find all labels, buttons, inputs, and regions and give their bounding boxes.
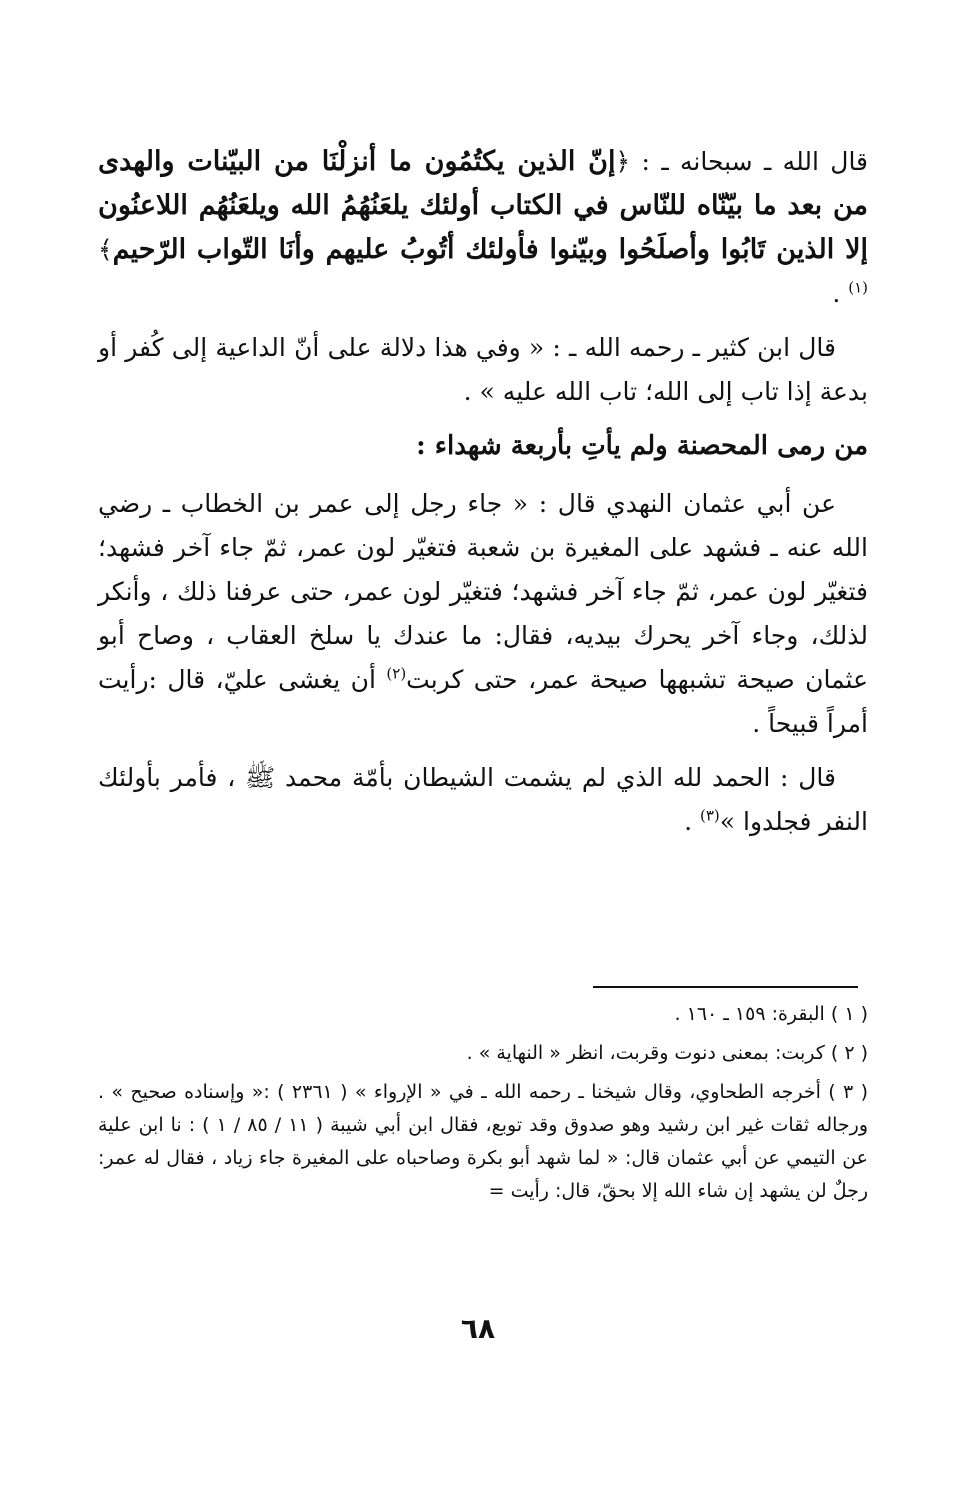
verse-open-bracket: ﴿ [615, 147, 631, 176]
verse-paragraph [98, 140, 868, 316]
narration-text: عن أبي عثمان النهدي قال : « جاء رجل إلى عمر بن الخطاب ـ رضي الله عنه ـ فشهد على المغيرة بن شعبة فتغيّر لون عمر، ثمّ جاء آخر فشهد؛ فتغيّر لون عمر، ثمّ جاء آخر فشهد؛ فتغيّر لون عمر، حتى عرفنا ذلك ، وأنكر لذلك، وجاء آخر يحرك بيديه، فقال: ما عندك يا سلخ العقاب ، وصاح أبو عثمان صيحة تشبهها صيحة عمر، حتى كربت [98, 489, 868, 694]
footnote-3: ( ٣ ) أخرجه الطحاوي، وقال شيخنا ـ رحمه الله ـ في « الإرواء » ( ٢٣٦١ ) :« وإسناده صحيح » . ورجاله ثقات غير ابن رشيد وهو صدوق وقد توبع، فقال ابن أبي شيبة ( ١١ / ٨٥ / ١ ) : نا ابن علية عن التيمي عن أبي عثمان قال: « لما شهد أبو بكرة وصاحباه على المغيرة جاء زياد ، فقال له عمر: رجلٌ لن يشهد إن شاء الله إلا بحقّ، قال: رأيت = [98, 1081, 869, 1202]
footnote-ref-3: (٣) [699, 806, 720, 825]
footnote-2: ( ٢ ) كربت: بمعنى دنوت وقربت، انظر « النهاية » . [466, 1042, 868, 1064]
footnote-ref-1: (١) [848, 278, 868, 297]
closing-end: . [684, 807, 693, 836]
footnote-separator [593, 986, 858, 988]
verse-end: . [832, 279, 841, 308]
closing-paragraph [98, 756, 868, 844]
main-text [98, 140, 868, 854]
verse-close-bracket: ﴾ [98, 235, 113, 264]
footnote-1: ( ١ ) البقرة: ١٥٩ ـ ١٦٠ . [674, 1003, 868, 1025]
verse-intro: قال الله ـ سبحانه ـ : [641, 147, 869, 176]
page-number: ٦٨ [460, 1312, 496, 1345]
narration-text-end: أن يغشى عليّ، قال :رأيت أمراً قبيحاً . [98, 665, 868, 738]
footnote-ref-2: (٢) [386, 664, 407, 683]
footnotes [98, 998, 868, 1214]
section-heading: من رمى المحصنة ولم يأتِ بأربعة شهداء : [416, 431, 868, 461]
quran-verse: إنّ الذين يكتُمُون ما أنزلْنَا من البيّنات والهدى من بعد ما بيّنّاه للنّاس في الكتاب أولئك يلعَنُهُمُ الله ويلعَنُهُم اللاعنُون إلا الذين تَابُوا وأصلَحُوا وبيّنوا فأولئك أتُوبُ عليهم وأنَا التّواب الرّحيم [98, 146, 868, 265]
closing-text: قال : الحمد لله الذي لم يشمت الشيطان بأمّة محمد ﷺ ، فأمر بأولئك النفر فجلدوا » [98, 763, 868, 836]
ibn-kathir-paragraph [98, 326, 868, 414]
narration-paragraph [98, 482, 868, 746]
ibn-kathir-text: قال ابن كثير ـ رحمه الله ـ : « وفي هذا دلالة على أنّ الداعية إلى كُفر أو بدعة إذا تاب إلى الله؛ تاب الله عليه » . [98, 333, 868, 406]
